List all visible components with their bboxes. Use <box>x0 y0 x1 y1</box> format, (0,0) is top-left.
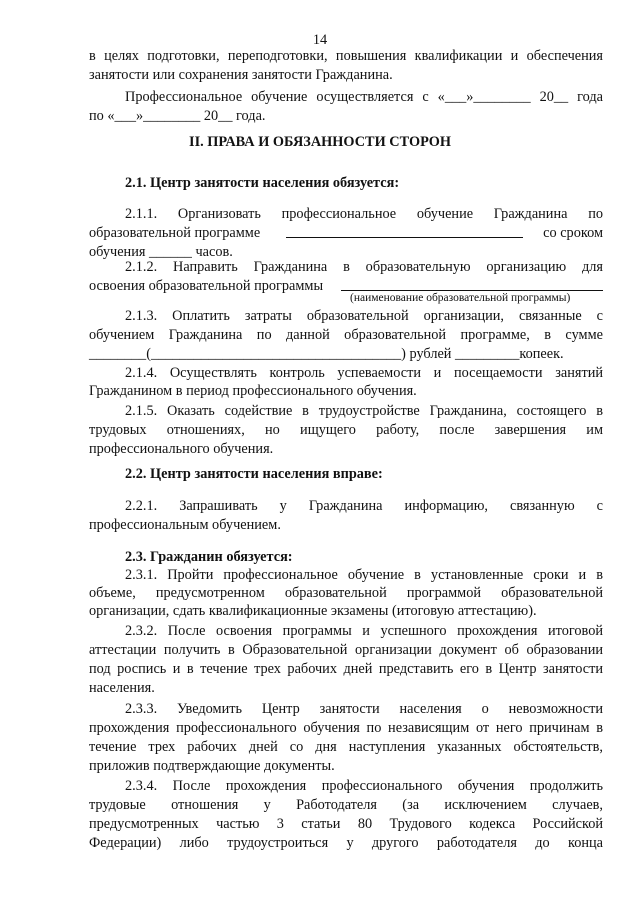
item-2-3-2-line-2: аттестации получить в Образовательной организации документ об образовании <box>89 642 603 658</box>
item-2-3-1-line-2: объеме, предусмотренном образовательной программой образовательной <box>89 585 603 601</box>
training-period-line-2: по «___»________ 20__ года. <box>89 108 266 124</box>
item-2-1-3-line-1: 2.1.3. Оплатить затраты образовательной организации, связанные с <box>125 308 603 324</box>
item-2-3-4-line-4: Федерации) либо трудоустроиться у другого работодателя до конца <box>89 835 603 851</box>
item-2-1-5-line-1: 2.1.5. Оказать содействие в трудоустройстве Гражданина, состоящего в <box>125 403 603 419</box>
program-name-caption: (наименование образовательной программы) <box>350 292 571 304</box>
item-2-3-2-line-3: под роспись и в течение трех рабочих дней представить его в Центр занятости <box>89 661 603 677</box>
section-title: II. ПРАВА И ОБЯЗАННОСТИ СТОРОН <box>189 134 451 150</box>
intro-line-2: занятости или сохранения занятости Гражданина. <box>89 67 393 83</box>
item-2-1-3-line-2: обучением Гражданина по данной образовательной программе, в сумме <box>89 327 603 343</box>
item-2-1-1-line-1: 2.1.1. Организовать профессиональное обучение Гражданина по <box>125 206 603 222</box>
item-2-1-2-line-1: 2.1.2. Направить Гражданина в образовательную организацию для <box>125 259 603 275</box>
item-2-3-3-line-1: 2.3.3. Уведомить Центр занятости населения о невозможности <box>125 701 603 717</box>
item-2-3-4-line-1: 2.3.4. После прохождения профессионального обучения продолжить <box>125 778 603 794</box>
item-2-1-4-line-1: 2.1.4. Осуществлять контроль успеваемости и посещаемости занятий <box>125 365 603 381</box>
intro-line-1: в целях подготовки, переподготовки, повышения квалификации и обеспечения <box>89 48 603 64</box>
item-2-3-3-line-2: прохождения профессионального обучения по независящим от него причинам в <box>89 720 603 736</box>
item-2-3-3-line-4: приложив подтверждающие документы. <box>89 758 335 774</box>
item-2-3-4-line-3: предусмотренных частью 3 статьи 80 Трудового кодекса Российской <box>89 816 603 832</box>
item-2-2-1-line-2: профессиональным обучением. <box>89 517 281 533</box>
item-2-1-4-line-2: Гражданином в период профессионального обучения. <box>89 383 417 399</box>
item-2-1-1-line-2a: образовательной программе <box>89 225 261 241</box>
item-2-1-1-line-2b: со сроком <box>543 225 603 241</box>
item-2-2-1-line-1: 2.2.1. Запрашивать у Гражданина информацию, связанную с <box>125 498 603 514</box>
page-number: 14 <box>312 32 328 48</box>
item-2-1-2-line-2: освоения образовательной программы <box>89 278 324 294</box>
heading-2-3: 2.3. Гражданин обязуется: <box>125 549 293 565</box>
item-2-1-1-line-3: обучения ______ часов. <box>89 244 233 260</box>
training-period-line-1: Профессиональное обучение осуществляется с «___»________ 20__ года <box>125 89 603 105</box>
item-2-3-4-line-2: трудовые отношения у Работодателя (за исключением случаев, <box>89 797 603 813</box>
item-2-3-2-line-4: населения. <box>89 680 155 696</box>
program-name-blank <box>286 237 523 238</box>
heading-2-1: 2.1. Центр занятости населения обязуется: <box>125 175 400 191</box>
item-2-1-5-line-2: трудовых отношениях, но ищущего работу, после завершения им <box>89 422 603 438</box>
item-2-1-5-line-3: профессионального обучения. <box>89 441 274 457</box>
item-2-1-3-line-3: ________(___________________________________) рублей _________копеек. <box>89 346 564 362</box>
heading-2-2: 2.2. Центр занятости населения вправе: <box>125 466 383 482</box>
item-2-3-1-line-1: 2.3.1. Пройти профессиональное обучение в установленные сроки и в <box>125 567 603 583</box>
item-2-3-3-line-3: течение трех рабочих дней со дня наступления указанных обстоятельств, <box>89 739 603 755</box>
item-2-3-1-line-3: организации, сдать квалификационные экзамены (итоговую аттестацию). <box>89 603 537 619</box>
item-2-3-2-line-1: 2.3.2. После освоения программы и успешного прохождения итоговой <box>125 623 603 639</box>
